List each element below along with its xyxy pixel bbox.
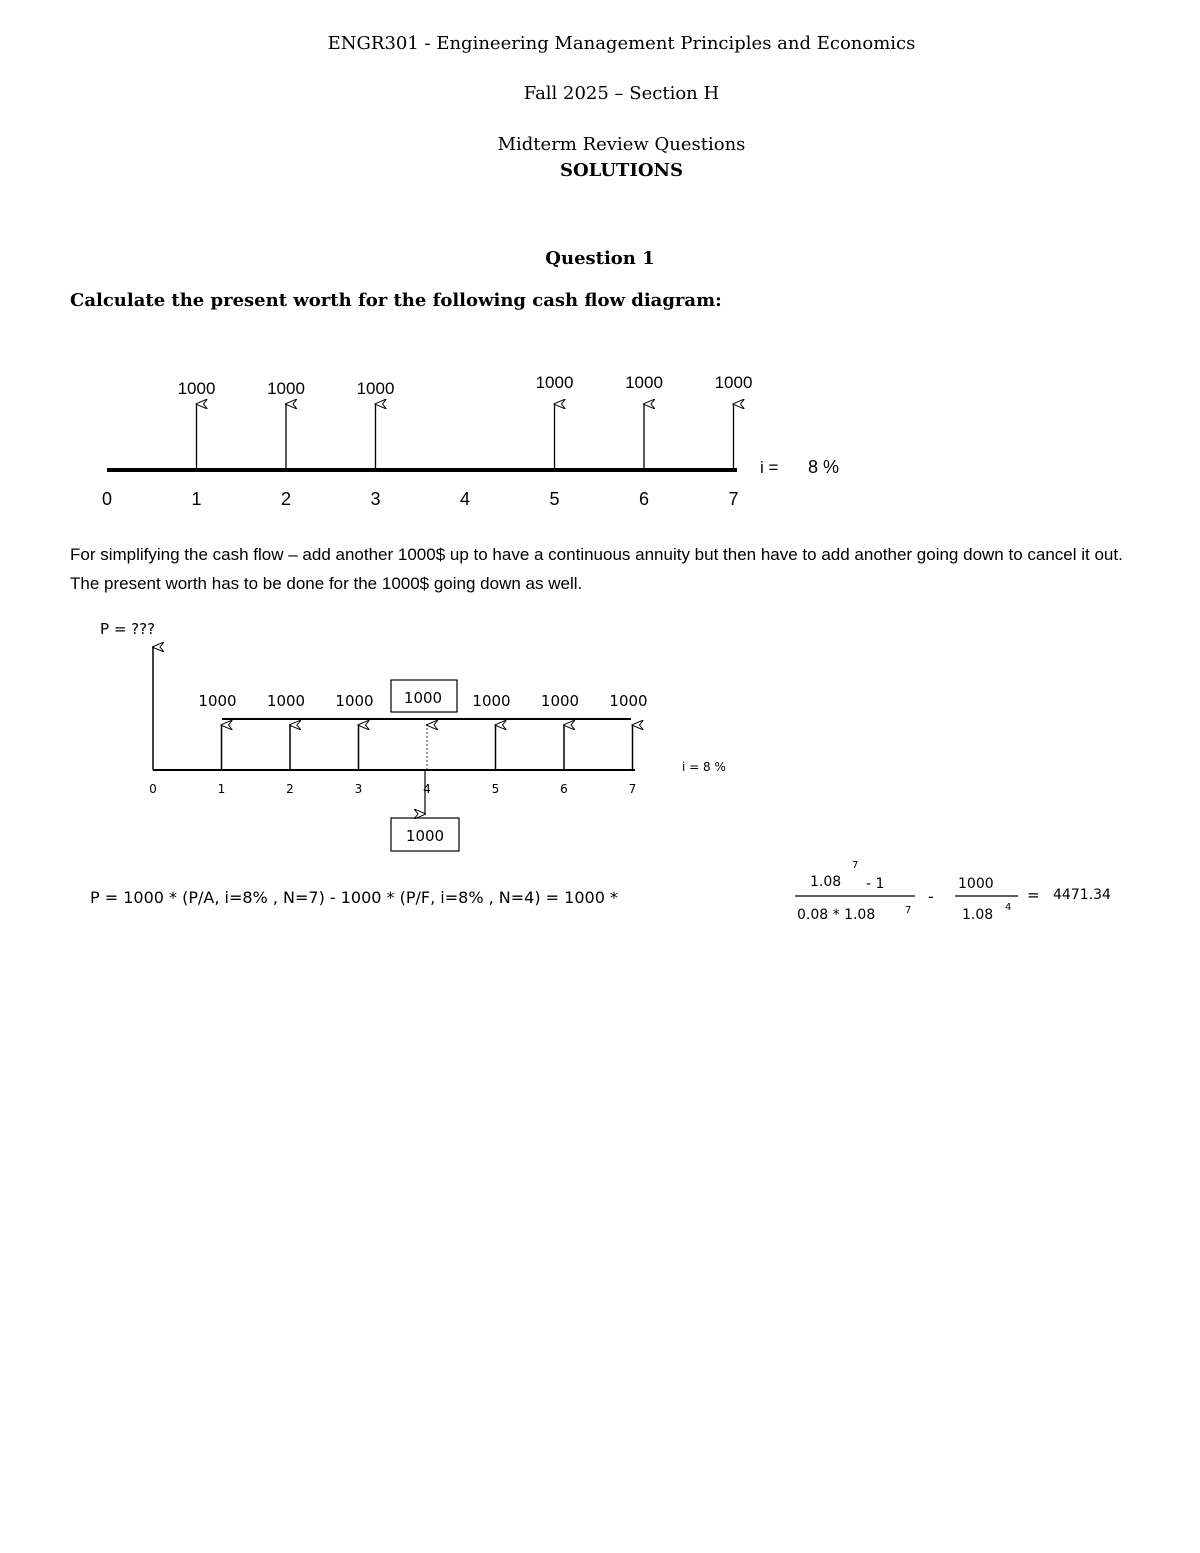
down-label: 1000 xyxy=(405,827,445,845)
cash-inflow-label: 1000 xyxy=(535,373,574,392)
period-label: 6 xyxy=(560,782,568,796)
cash-inflow-label: 1000 xyxy=(625,373,663,392)
period-label: 1 xyxy=(217,782,226,796)
cash-inflow-label: 1000 xyxy=(714,373,753,392)
period-label: 0 xyxy=(101,489,113,509)
arrow-group xyxy=(178,373,753,470)
document-title: Midterm Review Questions xyxy=(497,134,746,155)
question-prompt: Calculate the present worth for the following cash flow diagram: xyxy=(70,290,722,311)
period-label: 0 xyxy=(149,782,157,796)
period-label: 7 xyxy=(628,782,637,796)
document-subtitle: SOLUTIONS xyxy=(560,160,683,181)
fraction2-denominator-exponent: 4 xyxy=(1005,902,1012,913)
period-label: 4 xyxy=(423,782,431,796)
term-section: Fall 2025 – Section H xyxy=(523,83,720,104)
interest-label: i = 8 % xyxy=(682,760,726,774)
result-value: 4471.34 xyxy=(1053,887,1111,903)
annuity-label: 1000 xyxy=(335,692,374,710)
minus-sign: - xyxy=(928,887,934,906)
cash-inflow-label: 1000 xyxy=(356,379,395,398)
formula-lhs: P = 1000 * (P/A, i=8% , N=7) - 1000 * (P/F, i=8% , N=4) = 1000 * xyxy=(90,888,618,907)
period-labels xyxy=(102,489,739,509)
period-labels xyxy=(149,782,636,796)
annuity-label: 1000 xyxy=(472,692,511,710)
interest-label: i = xyxy=(760,458,779,477)
explanation-text: For simplifying the cash flow – add another 1000$ up to have a continuous annuity but then have to add another going down to cancel it out. The present worth has to be done for the 1000$ going down as well. xyxy=(70,545,1123,593)
period-label: 3 xyxy=(370,489,381,509)
fraction1-denominator: 0.08 * 1.08 xyxy=(797,907,876,923)
question-heading: Question 1 xyxy=(545,248,655,269)
fraction1-denominator-exponent: 7 xyxy=(905,905,912,916)
present-worth-label: P = ??? xyxy=(100,620,156,638)
annuity-label: 1000 xyxy=(609,692,648,710)
fraction2-denominator: 1.08 xyxy=(962,907,994,923)
fraction1-numerator-exponent: 7 xyxy=(852,860,859,871)
cash-flow-diagram-original xyxy=(0,360,1200,520)
period-label: 6 xyxy=(638,489,650,509)
fraction2-numerator: 1000 xyxy=(958,876,994,892)
period-label: 7 xyxy=(728,489,739,509)
annuity-label: 1000 xyxy=(540,692,580,710)
fraction1-numerator: 1.08 xyxy=(810,874,842,890)
cash-flow-diagram-modified xyxy=(0,615,1200,855)
period-label: 5 xyxy=(491,782,500,796)
period-label: 1 xyxy=(191,489,202,509)
cash-inflow-label: 1000 xyxy=(267,379,305,398)
arrow-group xyxy=(198,689,647,770)
annuity-label: 1000 xyxy=(266,692,306,710)
annuity-label: 1000 xyxy=(198,692,237,710)
cash-inflow-label: 1000 xyxy=(177,379,216,398)
boxed-up-label: 1000 xyxy=(403,689,443,707)
period-label: 3 xyxy=(354,782,363,796)
period-label: 2 xyxy=(286,782,294,796)
interest-value: 8 % xyxy=(808,457,840,477)
fraction1-numerator-tail: - 1 xyxy=(866,876,885,892)
period-label: 4 xyxy=(459,489,471,509)
course-title: ENGR301 - Engineering Management Principles and Economics xyxy=(327,33,916,54)
period-label: 5 xyxy=(549,489,560,509)
present-worth-formula xyxy=(0,858,1200,938)
period-label: 2 xyxy=(280,489,292,509)
equals-sign: = xyxy=(1027,886,1040,904)
